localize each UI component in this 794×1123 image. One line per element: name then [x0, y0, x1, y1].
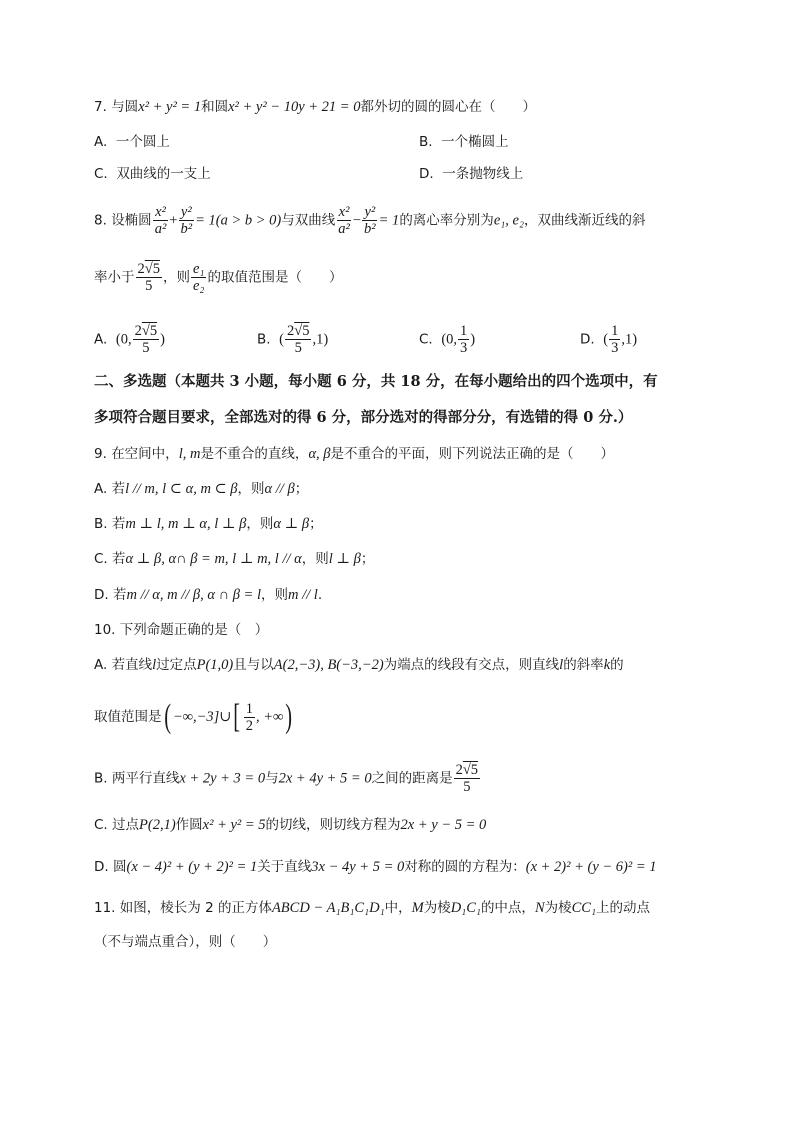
q9-option-d: D. 若m // α, m // β, α ∩ β = l，则m // l. [94, 587, 323, 603]
q8-option-b: B. ( $\frac{2√5}{5}$ ,1) [257, 323, 329, 356]
q8-stem-line1: 8. 设椭圆 $\frac{\text{x²}}{\text{a²}}$ + $\frac{\text{y²}}{\text{b²}}$ = 1(a > b > 0)与双曲线 $\frac{\text{x²}}{\text{a²}}$ − $\frac{\text{y²}}{\text{b²}}$ = 1的离心率分别为e₁, e₂，双曲线渐近线的斜 [94, 204, 646, 237]
q7-option-d: D. 一条抛物线上 [419, 166, 524, 182]
q9-option-c: C. 若α ⊥ β, α∩ β = m, l ⊥ m, l // α，则l ⊥ β； [94, 551, 375, 567]
q10-option-a-line1: A. 若直线l过定点P(1,0)且与以A(2,−3), B(−3,−2)为端点的线段有交点，则直线l的斜率k的 [94, 657, 624, 673]
q8-option-d: D. ( $\frac{1}{3}$ ,1) [580, 323, 638, 356]
q7-circle1: x² + y² = 1 [138, 99, 202, 115]
q10-option-c: C. 过点P(2,1)作圆x² + y² = 5的切线，则切线方程为2x + y − 5 = 0 [94, 817, 487, 833]
q7-stem: 7. 与圆x² + y² = 1和圆x² + y² − 10y + 21 = 0都外切的圆的圆心在（ ） [94, 99, 536, 115]
q7-option-c: C. 双曲线的一支上 [94, 166, 211, 182]
q8-stem-line2: 率小于 $\frac{2√5}{5}$ ，则 $\frac{\text{e₁}}{\text{e₂}}$ 的取值范围是（ ） [94, 261, 343, 294]
section2-header-line1: 二、多选题（本题共 3 小题，每小题 6 分，共 18 分，在每小题给出的四个选项中，有 [94, 373, 658, 390]
q11-stem-line2: （不与端点重合），则（ ） [94, 934, 277, 950]
q7-circle2: x² + y² − 10y + 21 = 0 [228, 99, 361, 115]
q10-stem: 10. 下列命题正确的是（ ） [94, 622, 269, 638]
q7-option-a: A. 一个圆上 [94, 134, 170, 150]
q9-option-a: A. 若l // m, l ⊂ α, m ⊂ β，则α // β； [94, 481, 309, 497]
q10-option-a-line2: 取值范围是( −∞,−3]∪[ $\frac{1}{2}$ , +∞) [94, 698, 293, 735]
q7-option-b: B. 一个椭圆上 [419, 134, 509, 150]
q11-stem-line1: 11. 如图，棱长为 2 的正方体ABCD − A₁B₁C₁D₁中，M为棱D₁C₁的中点，N为棱CC₁上的动点 [94, 900, 650, 916]
q10-option-d: D. 圆(x − 4)² + (y + 2)² = 1关于直线3x − 4y + 5 = 0对称的圆的方程为：(x + 2)² + (y − 6)² = 1 [94, 859, 657, 875]
q8-option-c: C. (0, $\frac{1}{3}$ ) [419, 323, 476, 356]
q8-option-a: A. (0, $\frac{2√5}{5}$ ) [94, 323, 165, 356]
q9-option-b: B. 若m ⊥ l, m ⊥ α, l ⊥ β，则α ⊥ β； [94, 516, 323, 532]
q10-option-b: B. 两平行直线x + 2y + 3 = 0与2x + 4y + 5 = 0之间的距离是 $\frac{2√5}{5}$ [94, 762, 479, 795]
section2-header-line2: 多项符合题目要求，全部选对的得 6 分，部分选对的得部分分，有选错的得 0 分.） [94, 409, 633, 426]
q9-stem: 9. 在空间中，l, m是不重合的直线，α, β是不重合的平面，则下列说法正确的是（ ） [94, 446, 615, 462]
